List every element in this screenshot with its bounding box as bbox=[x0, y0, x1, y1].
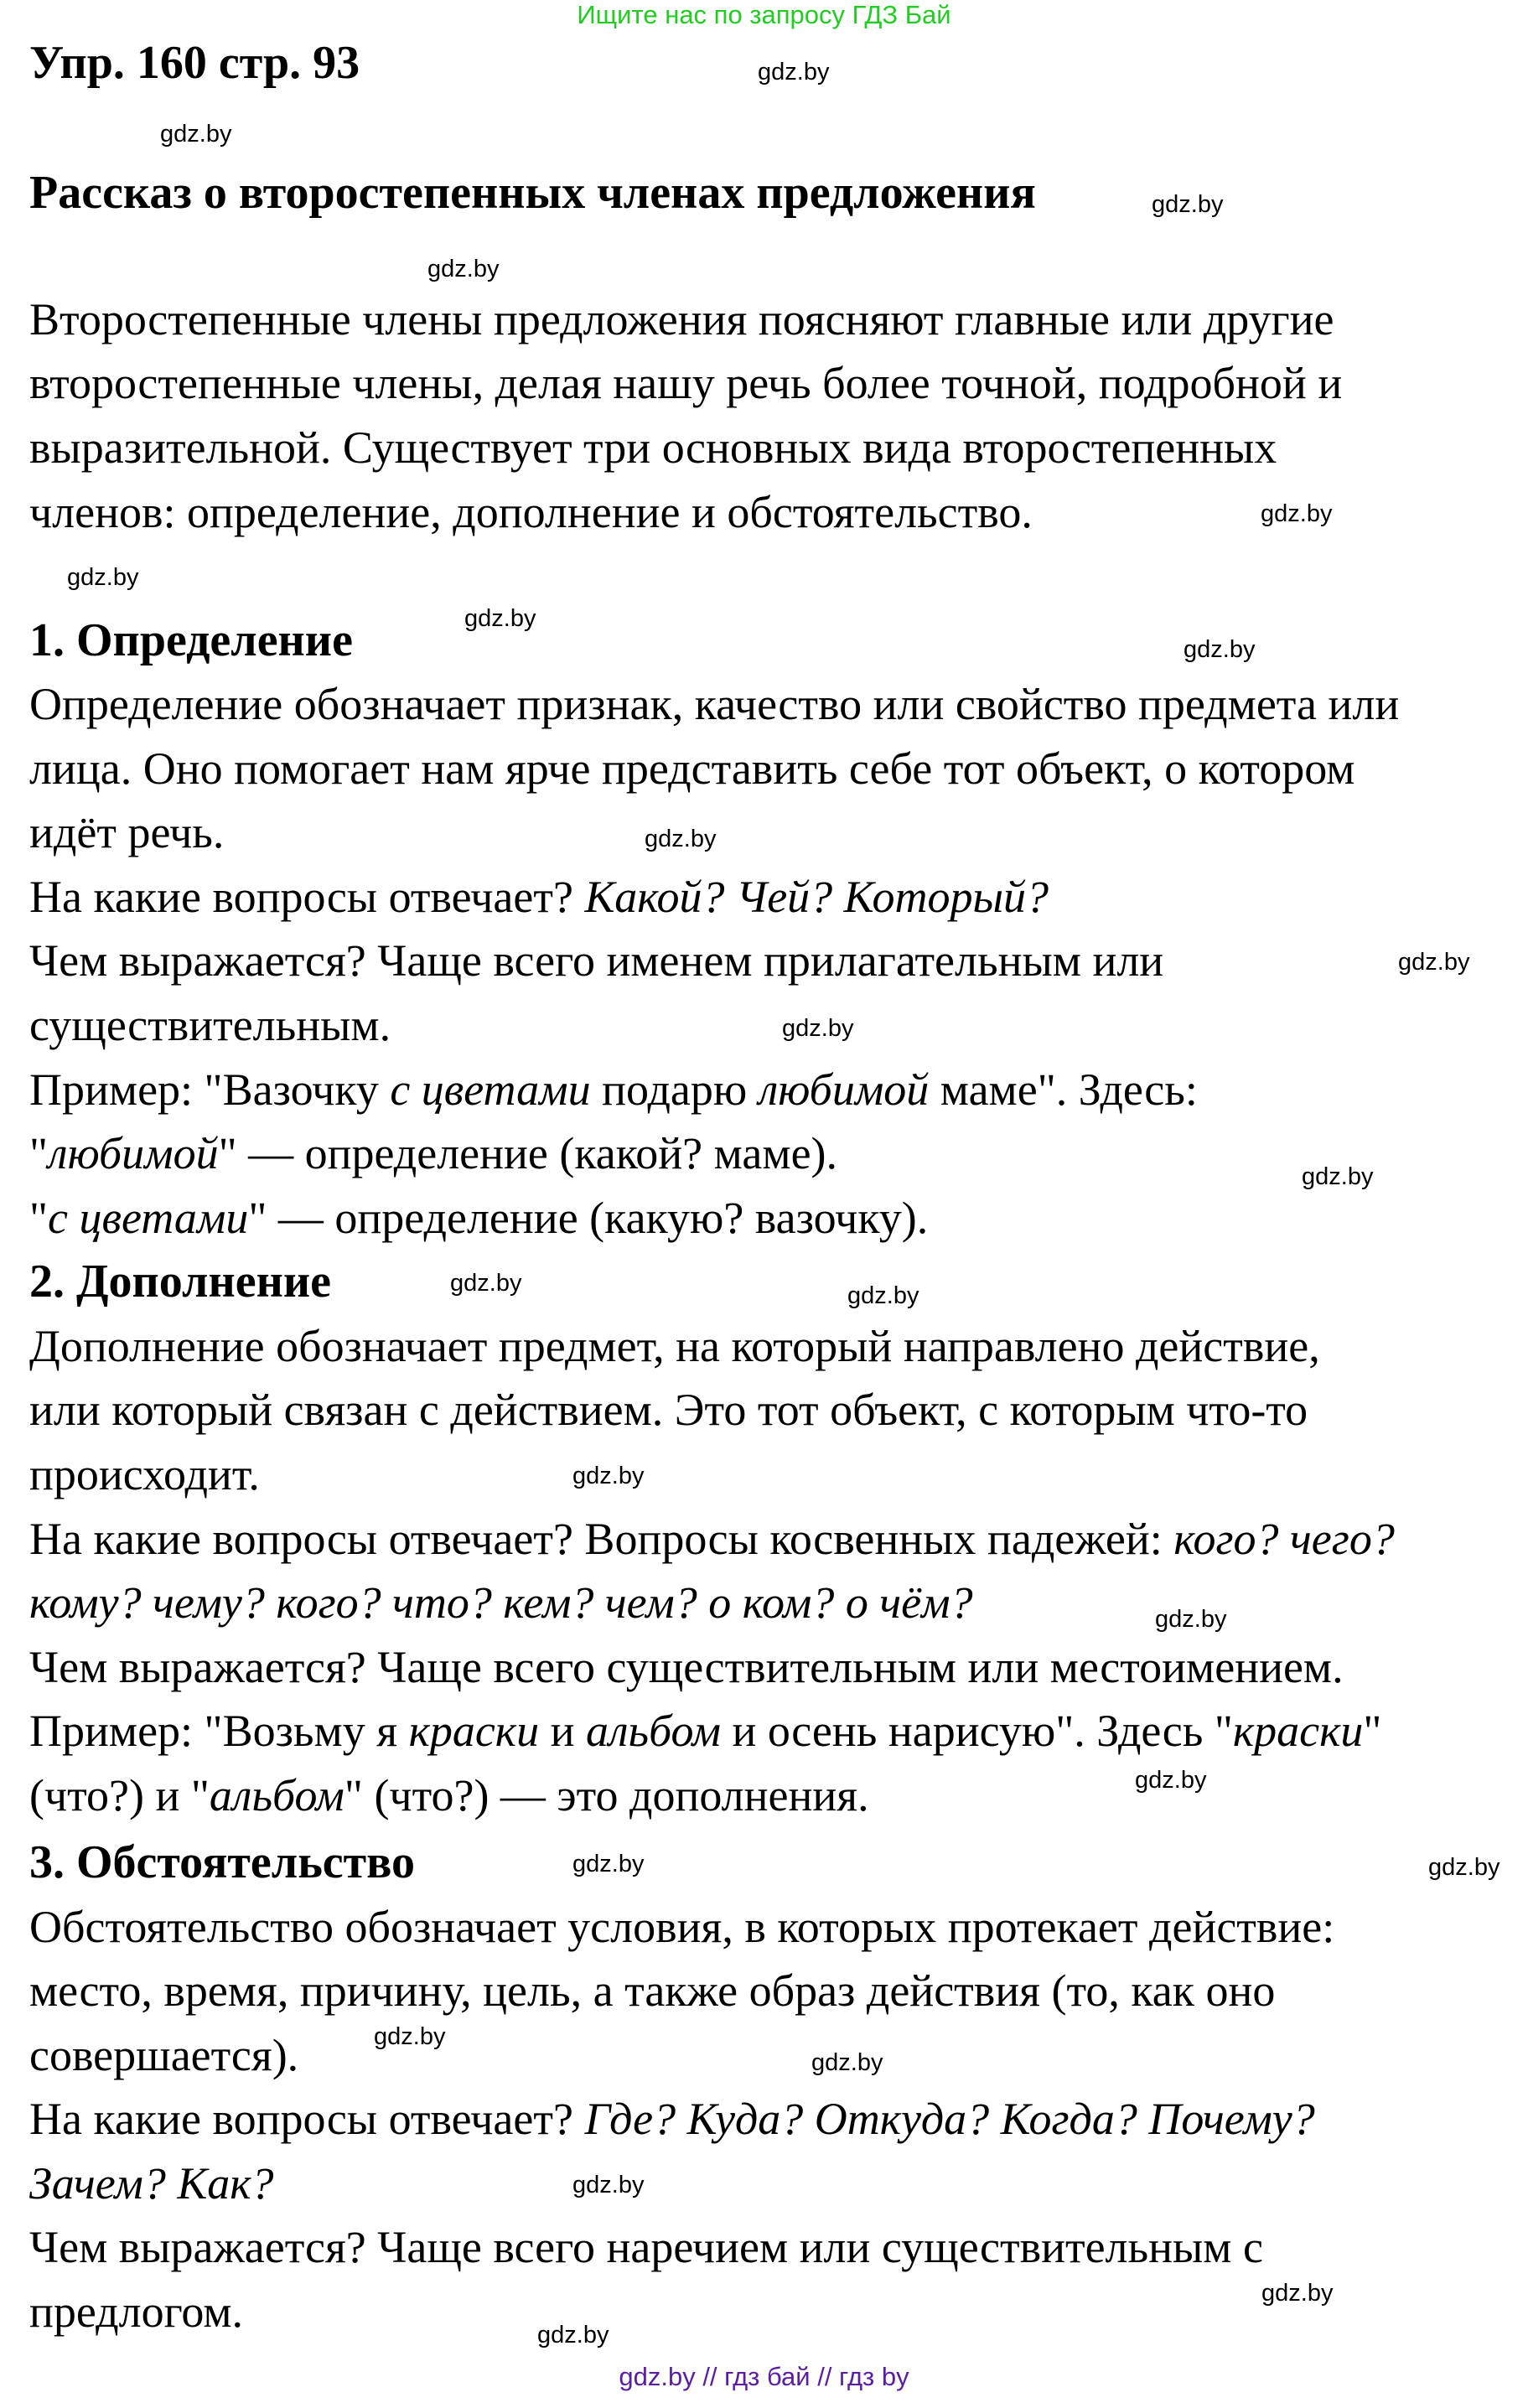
text-line bbox=[29, 1640, 1344, 1694]
italic-text: краски bbox=[1232, 1706, 1364, 1756]
text-line bbox=[29, 677, 1399, 731]
watermark: gdz.by bbox=[1135, 1767, 1207, 1794]
text-line bbox=[29, 1447, 260, 1501]
heading bbox=[29, 1255, 331, 1308]
watermark: gdz.by bbox=[160, 121, 232, 148]
text-segment: маме". Здесь: bbox=[929, 1064, 1198, 1115]
heading bbox=[29, 614, 353, 667]
text-segment: членов: определение, дополнение и обстоятельство. bbox=[29, 487, 1033, 537]
watermark: gdz.by bbox=[1302, 1163, 1374, 1190]
text-line bbox=[29, 2220, 1263, 2274]
text-line bbox=[29, 1900, 1334, 1954]
text-segment: и осень нарисую". Здесь " bbox=[720, 1706, 1233, 1756]
text-line bbox=[29, 870, 1049, 924]
italic-text: альбом bbox=[585, 1706, 721, 1756]
italic-text: Какой? Чей? Который? bbox=[584, 872, 1049, 922]
text-segment: Упр. 160 стр. 93 bbox=[29, 37, 360, 89]
italic-text: любимой bbox=[758, 1064, 930, 1115]
text-segment: Обстоятельство обозначает условия, в которых протекает действие: bbox=[29, 1902, 1335, 1952]
text-segment: " — определение (какую? вазочку). bbox=[248, 1193, 929, 1243]
text-segment: совершается). bbox=[29, 2030, 299, 2080]
text-line bbox=[29, 2028, 298, 2082]
text-line bbox=[29, 356, 1342, 410]
italic-text: альбом bbox=[209, 1770, 344, 1820]
watermark: gdz.by bbox=[537, 2322, 609, 2348]
text-segment: существительным. bbox=[29, 1000, 391, 1050]
watermark: gdz.by bbox=[758, 59, 830, 85]
text-segment: Рассказ о второстепенных членах предложения bbox=[29, 167, 1036, 219]
italic-text: Где? Куда? Откуда? Когда? Почему? bbox=[584, 2094, 1315, 2144]
text-line bbox=[29, 998, 391, 1052]
watermark: gdz.by bbox=[811, 2049, 883, 2076]
italic-text: кого? чего? bbox=[1173, 1514, 1395, 1564]
italic-text: с цветами bbox=[390, 1064, 591, 1115]
watermark: gdz.by bbox=[645, 826, 717, 852]
watermark: gdz.by bbox=[427, 256, 500, 282]
text-segment: " bbox=[29, 1128, 49, 1178]
text-line bbox=[29, 1512, 1395, 1566]
text-segment: 1. Определение bbox=[29, 614, 353, 666]
text-line bbox=[29, 1768, 869, 1822]
text-segment: выразительной. Существует три основных вида второстепенных bbox=[29, 422, 1277, 473]
text-segment: Чем выражается? Чаще всего существительным или местоимением. bbox=[29, 1642, 1344, 1692]
italic-text: краски bbox=[408, 1706, 540, 1756]
italic-text: кому? чему? кого? что? кем? чем? о ком? о чём? bbox=[29, 1577, 973, 1628]
text-segment: (что?) и " bbox=[29, 1770, 210, 1820]
heading bbox=[29, 1836, 415, 1889]
text-line bbox=[29, 1964, 1275, 2017]
text-line bbox=[29, 485, 1033, 539]
watermark: gdz.by bbox=[67, 564, 139, 591]
text-line bbox=[29, 293, 1334, 346]
text-segment: Дополнение обозначает предмет, на который направлено действие, bbox=[29, 1321, 1320, 1371]
text-line bbox=[29, 742, 1354, 795]
text-segment: Чем выражается? Чаще всего наречием или существительным с bbox=[29, 2222, 1263, 2272]
watermark: gdz.by bbox=[1398, 949, 1470, 976]
text-segment: лица. Оно помогает нам ярче представить себе тот объект, о котором bbox=[29, 743, 1355, 794]
text-segment: 3. Обстоятельство bbox=[29, 1836, 416, 1888]
text-segment: Чем выражается? Чаще всего именем прилагательным или bbox=[29, 935, 1164, 986]
text-segment: На какие вопросы отвечает? bbox=[29, 2094, 585, 2144]
watermark: gdz.by bbox=[572, 2172, 645, 2198]
watermark: gdz.by bbox=[450, 1270, 522, 1297]
text-line bbox=[29, 1576, 973, 1629]
top-banner: Ищите нас по запросу ГДЗ Бай bbox=[577, 0, 951, 29]
text-segment: " bbox=[1363, 1706, 1382, 1756]
text-line bbox=[29, 1063, 1198, 1116]
text-segment: подарю bbox=[590, 1064, 759, 1115]
text-line bbox=[29, 2285, 243, 2338]
watermark: gdz.by bbox=[1155, 1606, 1227, 1633]
watermark: gdz.by bbox=[464, 605, 536, 632]
text-segment: идёт речь. bbox=[29, 807, 225, 857]
text-segment: 2. Дополнение bbox=[29, 1256, 331, 1308]
text-segment: или который связан с действием. Это тот объект, с которым что-то bbox=[29, 1385, 1308, 1435]
text-line bbox=[29, 421, 1277, 474]
text-line bbox=[29, 2092, 1315, 2146]
text-segment: второстепенные члены, делая нашу речь более точной, подробной и bbox=[29, 358, 1343, 408]
text-segment: " bbox=[29, 1193, 49, 1243]
text-segment: Пример: "Вазочку bbox=[29, 1064, 391, 1115]
text-line bbox=[29, 1319, 1320, 1373]
text-segment: " (что?) — это дополнения. bbox=[344, 1770, 869, 1820]
italic-text: с цветами bbox=[48, 1193, 249, 1243]
text-line bbox=[29, 934, 1163, 987]
watermark: gdz.by bbox=[1184, 636, 1256, 663]
heading bbox=[29, 166, 1036, 220]
text-segment: Пример: "Возьму я bbox=[29, 1706, 409, 1756]
watermark: gdz.by bbox=[782, 1015, 854, 1042]
watermark: gdz.by bbox=[572, 1463, 645, 1489]
watermark: gdz.by bbox=[1261, 2280, 1334, 2307]
text-line bbox=[29, 1383, 1308, 1437]
italic-text: любимой bbox=[48, 1128, 219, 1178]
text-segment: и bbox=[539, 1706, 586, 1756]
watermark: gdz.by bbox=[572, 1851, 645, 1877]
text-line bbox=[29, 2157, 274, 2210]
text-segment: На какие вопросы отвечает? bbox=[29, 872, 585, 922]
text-segment: Второстепенные члены предложения поясняют главные или другие bbox=[29, 294, 1334, 344]
heading bbox=[29, 36, 360, 90]
text-segment: место, время, причину, цель, а также образ действия (то, как оно bbox=[29, 1965, 1276, 2016]
text-line bbox=[29, 805, 224, 859]
watermark: gdz.by bbox=[847, 1282, 919, 1309]
italic-text: Зачем? Как? bbox=[29, 2158, 274, 2209]
watermark: gdz.by bbox=[1152, 191, 1224, 218]
text-line bbox=[29, 1126, 837, 1180]
text-segment: Определение обозначает признак, качество или свойство предмета или bbox=[29, 679, 1400, 729]
watermark: gdz.by bbox=[1428, 1854, 1500, 1881]
text-segment: " — определение (какой? маме). bbox=[218, 1128, 838, 1178]
watermark: gdz.by bbox=[1261, 500, 1333, 527]
watermark: gdz.by bbox=[374, 2023, 446, 2050]
text-segment: происходит. bbox=[29, 1449, 260, 1499]
text-line bbox=[29, 1704, 1381, 1758]
text-line bbox=[29, 1191, 928, 1245]
footer-links[interactable]: gdz.by // гдз бай // гдз by bbox=[619, 2362, 909, 2391]
text-segment: предлогом. bbox=[29, 2286, 244, 2337]
text-segment: На какие вопросы отвечает? Вопросы косвенных падежей: bbox=[29, 1514, 1174, 1564]
